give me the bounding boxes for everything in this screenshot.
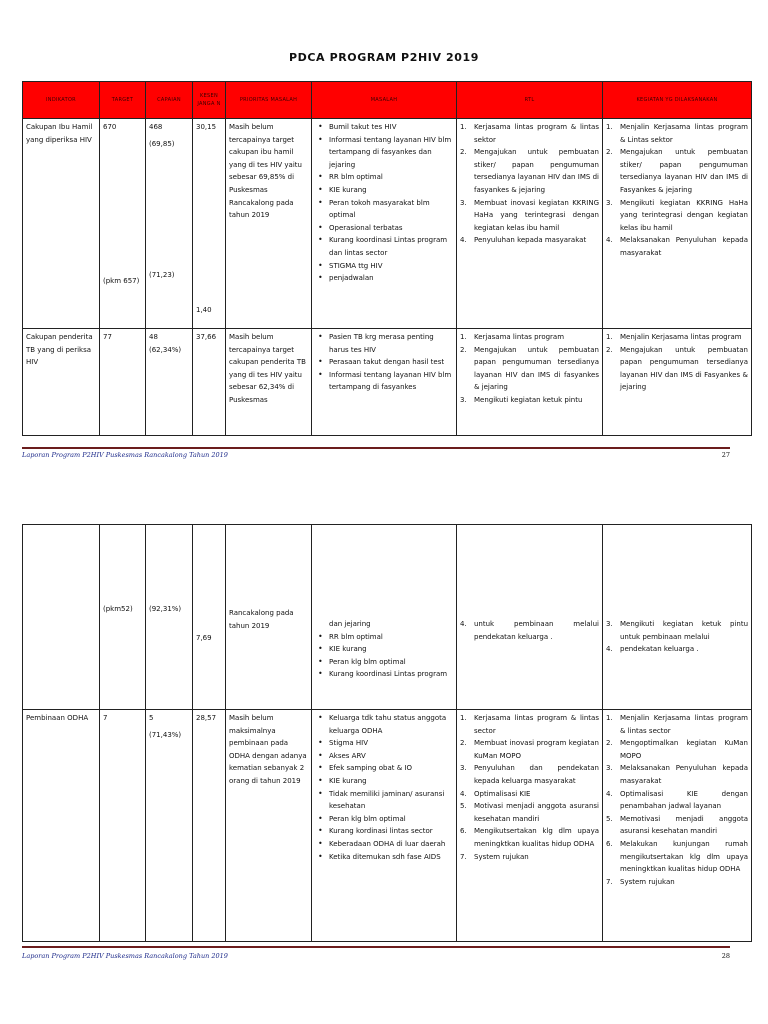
cell-prioritas: Masih belum tercapainya target cakupan penderita TB yang di tes HIV yaitu sebesar 62,34% di Puskesmas xyxy=(226,329,312,436)
list-item: • KIE kurang xyxy=(315,775,453,788)
list-item-number: 4. xyxy=(460,236,467,245)
list-item-number: 3. xyxy=(460,198,467,207)
list-item-number: 2. xyxy=(460,148,467,157)
list-item: • Ketika ditemukan sdh fase AIDS xyxy=(315,851,453,864)
list-item-number: 6. xyxy=(460,827,467,836)
cell-kesenjangan: 28,57 xyxy=(193,710,226,942)
cell-target: 7 xyxy=(100,710,146,942)
cell-kesenjangan xyxy=(193,525,226,710)
list-item-text: Memotivasi menjadi anggota asuransi kesehatan mandiri xyxy=(620,814,748,836)
page-footer xyxy=(22,952,730,960)
list-item xyxy=(606,197,748,235)
list-item-number: 2. xyxy=(606,148,613,157)
list-item: • penjadwalan xyxy=(315,272,453,285)
list-item-text: System rujukan xyxy=(474,852,529,861)
list-item xyxy=(460,825,599,850)
cell-capaian xyxy=(146,525,193,710)
cell-kesenjangan: 37,66 xyxy=(193,329,226,436)
kesenjangan-sub-value: 1,40 xyxy=(196,305,212,314)
list-item-number: 4. xyxy=(460,789,467,798)
list-item: • Pasien TB krg merasa penting harus tes HIV xyxy=(315,331,453,356)
capaian-value: 5 xyxy=(149,714,154,722)
masalah-list xyxy=(315,121,453,285)
list-item: • Akses ARV xyxy=(315,750,453,763)
cell-kegiatan xyxy=(603,710,752,942)
list-item-text: Mengikuti kegiatan KKRING HaHa yang terintegrasi dengan kegiatan kelas ibu hamil xyxy=(620,198,748,232)
list-item xyxy=(460,197,599,235)
list-item-number: 1. xyxy=(460,333,467,341)
list-item xyxy=(460,146,599,196)
cell-masalah xyxy=(312,329,457,436)
list-item: • Perasaan takut dengan hasil test xyxy=(315,356,453,369)
cell-prioritas: Masih belum maksimalnya pembinaan pada ODHA dengan adanya kematian sebanyak 2 orang di tahun 2019 xyxy=(226,710,312,942)
list-item: • Informasi tentang layanan HIV blm tertampang di fasyankes xyxy=(315,369,453,394)
capaian-percent: (62,34%) xyxy=(149,345,182,354)
pdca-table-page1 xyxy=(22,81,752,436)
target-value: 670 xyxy=(103,123,117,131)
list-item: • Keberadaan ODHA di luar daerah xyxy=(315,838,453,851)
cell-rtl xyxy=(457,525,603,710)
list-item-number: 1. xyxy=(460,123,467,131)
rtl-list xyxy=(460,618,599,643)
list-item-text: System rujukan xyxy=(620,877,675,886)
list-item: • Efek samping obat & IO xyxy=(315,762,453,775)
list-item-text: Mengajukan untuk pembuatan papan pengumuman tersedianya layanan HIV dan IMS di fasyankes & jejaring xyxy=(474,345,599,392)
list-item: • Kurang koordinasi Lintas program dan lintas sector xyxy=(315,234,453,259)
list-item-text: Penyuluhan kepada masyarakat xyxy=(474,236,587,245)
list-item-number: 3. xyxy=(606,198,613,207)
page-number: 27 xyxy=(721,451,730,459)
cell-target xyxy=(100,119,146,329)
list-item xyxy=(460,618,599,643)
list-item-text: Melaksanakan Penyuluhan kepada masyarakat xyxy=(620,236,748,257)
list-item-number: 3. xyxy=(606,620,613,628)
list-item xyxy=(606,838,748,876)
header-prioritas: PRIORITAS MASALAH xyxy=(226,82,312,119)
cell-prioritas: Masih belum tercapainya target cakupan ibu hamil yang di tes HIV yaitu sebesar 69,85% di Puskesmas Rancakalong pada tahun 2019 xyxy=(226,119,312,329)
list-item-number: 5. xyxy=(460,802,467,811)
list-item-text: Menjalin Kerjasama lintas program & lintas sector xyxy=(620,714,748,735)
list-item: • Peran klg blm optimal xyxy=(315,813,453,826)
list-item: • Operasional terbatas xyxy=(315,222,453,235)
capaian-percent: (92,31%) xyxy=(149,605,182,613)
list-item xyxy=(606,788,748,813)
rtl-list xyxy=(460,712,599,863)
header-masalah: MASALAH xyxy=(312,82,457,119)
list-item-text: Mengikuti kegiatan ketuk pintu xyxy=(474,395,583,404)
list-item: • Kurang kordinasi lintas sector xyxy=(315,825,453,838)
list-item xyxy=(460,394,599,407)
cell-masalah xyxy=(312,525,457,710)
kegiatan-list xyxy=(606,712,748,888)
list-item-text: Melaksanakan Penyuluhan kepada masyarakat xyxy=(620,764,748,785)
page-number: 28 xyxy=(721,952,730,960)
list-item: • Tidak memiliki jaminan/ asuransi kesehatan xyxy=(315,788,453,813)
capaian-value: 468 xyxy=(149,123,163,131)
list-item xyxy=(460,788,599,801)
cell-indikator: Cakupan penderita TB yang di periksa HIV xyxy=(23,329,100,436)
list-item-text: Mengikuti kegiatan ketuk pintu untuk pembinaan melalui xyxy=(620,620,748,641)
header-capaian: CAPAIAN xyxy=(146,82,193,119)
list-item-text: Optimalisasi KIE xyxy=(474,789,531,798)
list-item xyxy=(460,737,599,762)
capaian-value: 48 xyxy=(149,333,158,341)
table-row xyxy=(23,119,752,329)
list-item xyxy=(606,712,748,737)
list-item xyxy=(606,813,748,838)
list-item-text: Melakukan kunjungan rumah mengikutsertakan klg dlm upaya meningktkan kualitas hidup ODHA xyxy=(620,839,748,874)
list-item xyxy=(460,344,599,394)
page-title: PDCA PROGRAM P2HIV 2019 xyxy=(288,51,480,64)
list-item xyxy=(606,344,748,394)
footer-text: Laporan Program P2HIV Puskesmas Rancakalong Tahun 2019 xyxy=(22,952,228,960)
list-item-text: Kerjasama lintas program xyxy=(474,333,565,341)
list-item-number: 1. xyxy=(606,123,613,131)
masalah-list xyxy=(315,331,453,394)
cell-indikator: Pembinaan ODHA xyxy=(23,710,100,942)
list-item: • RR blm optimal xyxy=(315,171,453,184)
header-kesenjangan: KESEN JANGA N xyxy=(193,82,226,119)
capaian-percent: (71,43%) xyxy=(149,730,182,739)
list-item-number: 1. xyxy=(606,714,613,722)
cell-indikator: Cakupan Ibu Hamil yang diperiksa HIV xyxy=(23,119,100,329)
cell-capaian xyxy=(146,710,193,942)
rtl-list xyxy=(460,331,599,407)
target-sub-value: (pkm 657) xyxy=(103,276,140,285)
list-item-number: 3. xyxy=(460,764,467,773)
list-item xyxy=(460,234,599,247)
cell-capaian xyxy=(146,119,193,329)
list-item: • Stigma HIV xyxy=(315,737,453,750)
list-item xyxy=(606,146,748,196)
header-target: TARGET xyxy=(100,82,146,119)
rtl-list xyxy=(460,121,599,247)
cell-kegiatan xyxy=(603,119,752,329)
list-item xyxy=(460,762,599,787)
target-value: (pkm52) xyxy=(103,605,133,613)
kegiatan-list xyxy=(606,618,748,656)
footer-text: Laporan Program P2HIV Puskesmas Rancakalong Tahun 2019 xyxy=(22,451,228,459)
cell-target: 77 xyxy=(100,329,146,436)
list-item-number: 2. xyxy=(460,739,467,748)
list-item xyxy=(606,618,748,643)
list-item-number: 3. xyxy=(606,764,613,773)
masalah-continued: dan jejaring xyxy=(329,620,371,628)
list-item xyxy=(460,121,599,146)
cell-indikator xyxy=(23,525,100,710)
masalah-list xyxy=(315,712,453,863)
list-item xyxy=(606,234,748,259)
footer-divider xyxy=(22,946,730,948)
list-item: • RR blm optimal xyxy=(315,631,453,644)
list-item xyxy=(606,643,748,656)
cell-target xyxy=(100,525,146,710)
list-item: • KIE kurang xyxy=(315,184,453,197)
list-item-number: 4. xyxy=(460,620,467,628)
list-item xyxy=(606,121,748,146)
list-item-text: Penyuluhan dan pendekatan kepada keluarga masyarakat xyxy=(474,764,599,785)
list-item: • Bumil takut tes HIV xyxy=(315,121,453,134)
list-item-text: Kerjasama lintas program & lintas sector xyxy=(474,714,599,735)
list-item-number: 4. xyxy=(606,236,613,245)
list-item-text: Membuat inovasi kegiatan KKRING HaHa yang terintegrasi dengan kegiatan kelas ibu hamil xyxy=(474,198,599,232)
list-item xyxy=(606,876,748,889)
list-item-text: Kerjasama lintas program & lintas sektor xyxy=(474,123,599,144)
list-item xyxy=(606,762,748,787)
cell-capaian xyxy=(146,329,193,436)
header-indikator: INDIKATOR xyxy=(23,82,100,119)
header-rtl: RTL xyxy=(457,82,603,119)
kegiatan-list xyxy=(606,331,748,394)
list-item-number: 4. xyxy=(606,645,613,654)
prioritas-text: Rancakalong pada tahun 2019 xyxy=(229,609,294,630)
list-item-text: Menjalin Kerjasama lintas program & Lintas sektor xyxy=(620,123,748,144)
cell-rtl xyxy=(457,329,603,436)
cell-rtl xyxy=(457,710,603,942)
list-item-number: 5. xyxy=(606,814,613,823)
capaian-percent: (69,85) xyxy=(149,139,175,148)
cell-kegiatan xyxy=(603,329,752,436)
list-item xyxy=(460,331,599,344)
list-item xyxy=(460,851,599,864)
cell-prioritas xyxy=(226,525,312,710)
list-item: • Peran tokoh masyarakat blm optimal xyxy=(315,197,453,222)
cell-rtl xyxy=(457,119,603,329)
list-item-text: Mengajukan untuk pembuatan stiker/ papan pengumuman tersedianya layanan HIV dan IMS di fasyankes & jejaring xyxy=(474,148,599,194)
list-item xyxy=(460,712,599,737)
table-row xyxy=(23,710,752,942)
cell-kegiatan xyxy=(603,525,752,710)
list-item-number: 1. xyxy=(606,333,613,341)
cell-masalah xyxy=(312,710,457,942)
list-item-text: Motivasi menjadi anggota asuransi kesehatan mandiri xyxy=(474,802,599,823)
capaian-sub-value: (71,23) xyxy=(149,271,175,280)
kesenjangan-value: 7,69 xyxy=(196,634,212,642)
list-item: • KIE kurang xyxy=(315,643,453,656)
list-item-text: Membuat inovasi program kegiatan KuMan MOPO xyxy=(474,739,599,760)
list-item-number: 1. xyxy=(460,714,467,722)
list-item-number: 2. xyxy=(460,345,467,354)
table-row xyxy=(23,329,752,436)
list-item-text: Mengajukan untuk pembuatan papan pengumuman tersedianya layanan HIV dan IMS di Fasyankes & jejaring xyxy=(620,345,748,392)
list-item-number: 2. xyxy=(606,739,613,748)
list-item-text: Mengoptimalkan kegiatan KuMan MOPO xyxy=(620,739,748,760)
list-item-text: Optimalisasi KIE dengan penambahan jadwal layanan xyxy=(620,789,748,811)
footer-divider xyxy=(22,447,730,449)
list-item-number: 3. xyxy=(460,395,467,404)
page-footer xyxy=(22,451,730,459)
list-item xyxy=(460,800,599,825)
list-item xyxy=(606,331,748,344)
list-item-text: Menjalin Kerjasama lintas program xyxy=(620,333,742,341)
table-header-row xyxy=(23,82,752,119)
list-item: • Peran klg blm optimal xyxy=(315,656,453,669)
list-item: • STIGMA ttg HIV xyxy=(315,260,453,273)
list-item-number: 7. xyxy=(460,852,467,861)
list-item: • Kurang koordinasi Lintas program xyxy=(315,668,453,681)
list-item-number: 2. xyxy=(606,345,613,354)
list-item: • Keluarga tdk tahu status anggota keluarga ODHA xyxy=(315,712,453,737)
masalah-list xyxy=(315,631,453,681)
list-item-number: 4. xyxy=(606,789,613,798)
list-item-number: 7. xyxy=(606,877,613,886)
cell-masalah xyxy=(312,119,457,329)
list-item-text: Mengajukan untuk pembuatan stiker/ papan pengumuman tersedianya layanan HIV dan IMS di Fasyankes & jejaring xyxy=(620,148,748,194)
list-item: • Informasi tentang layanan HIV blm tertampang di fasyankes dan jejaring xyxy=(315,134,453,172)
list-item-number: 6. xyxy=(606,839,613,848)
list-item xyxy=(606,737,748,762)
kesenjangan-value: 30,15 xyxy=(196,123,217,131)
table-row xyxy=(23,525,752,710)
kegiatan-list xyxy=(606,121,748,260)
header-kegiatan: KEGIATAN YG DILAKSANAKAN xyxy=(603,82,752,119)
cell-kesenjangan xyxy=(193,119,226,329)
list-item-text: Mengikutsertakan klg dlm upaya meningktkan kualitas hidup ODHA xyxy=(474,827,599,848)
pdca-table-page2 xyxy=(22,524,752,942)
list-item-text: pendekatan keluarga . xyxy=(620,645,699,654)
list-item-text: untuk pembinaan melalui pendekatan keluarga . xyxy=(474,620,599,641)
